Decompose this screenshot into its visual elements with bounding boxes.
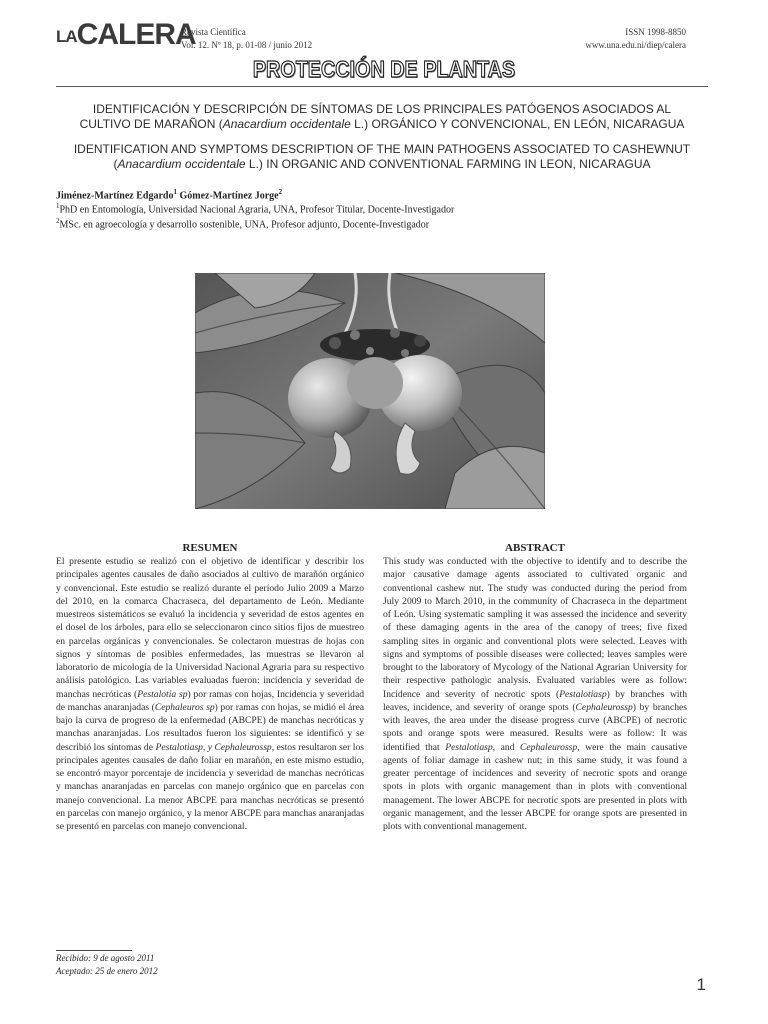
author-1-sup: 1 — [173, 188, 177, 196]
abstract-text-5: , were the main causative agents of foliar damage in cashew nut; in this same study, it was found a greater percentage of incidences and severity of necrotic spots and orange spots in plots with organic management than in plots with conventional management. The lower ABCPE for necrotic spots are presented in plots with organic management, and the lesser ABCPE for orange spots are presented in plots with conventional management. — [383, 741, 687, 832]
title-en-text: ( — [113, 157, 118, 171]
title-en-text-end: L.) IN ORGANIC AND CONVENTIONAL FARMING IN LEON, NICARAGUA — [245, 157, 651, 171]
resumen-body — [56, 555, 364, 833]
footnote-divider — [56, 950, 132, 951]
header-divider — [56, 86, 708, 87]
resumen-text-4: , estos resultaron ser los principales agentes causales de daño foliar en marañón, en este mismo estudio, se encontró mayor porcentaje de incidencia y severidad de manchas necróticas y manchas anaranjadas en parcelas con manejo orgánico que en parcelas con manejo convencional. La menor ABCPE para manchas necróticas se presentó en parcelas con manejo orgánico, y la menor ABCPE para manchas anaranjadas se presentó en parcelas con manejo convencional. — [56, 741, 364, 832]
affiliation-1 — [56, 200, 454, 216]
issn-block — [585, 26, 686, 52]
author-2: Gómez-Martínez Jorge — [176, 190, 279, 202]
title-es-text: CULTIVO DE MARAÑON ( — [79, 117, 223, 131]
title-english — [56, 142, 708, 172]
accepted-date: Aceptado: 25 de enero 2012 — [56, 966, 158, 976]
resumen-species-1: Pestalotia sp — [137, 688, 188, 700]
resumen-species-2: Cephaleuros sp — [154, 701, 215, 713]
abstract-heading: ABSTRACT — [505, 542, 565, 554]
abstract-body — [383, 555, 687, 833]
abstract-species-2: Cephaleurossp — [575, 701, 633, 713]
received-date: Recibido: 9 de agosto 2011 — [56, 953, 155, 963]
cashew-photo-graphic — [195, 273, 545, 509]
affiliation-2 — [56, 215, 429, 231]
title-spanish — [56, 102, 708, 132]
logo-main: CALERA — [76, 18, 196, 51]
resumen-text-1: El presente estudio se realizó con el objetivo de identificar y describir los principales agentes causales de daño asociados al cultivo de marañón orgánico y convencional. Este estudio se realizó durante el período Julio 2009 a Marzo del 2010, en la comarca Chacraseca, del departamento de León. Mediante muestreos sistemáticos se evaluó la incidencia y severidad de estos agentes en el dosel de los árboles, para ello se seleccionaron cinco sitios fijos de muestreo en parcelas orgánicas y convencionales. Se colectaron muestras de hojas con signos y síntomas de posibles enfermedades, las muestras se llevaron al laboratorio de micología de la Universidad Nacional Agraria para su respectivo análisis patológico. Las variables evaluadas fueron: incidencia y severidad de manchas necróticas ( — [56, 556, 364, 700]
title-en-line2 — [56, 157, 708, 172]
resumen-heading: RESUMEN — [182, 542, 238, 554]
title-es-text-end: L.) ORGÁNICO Y CONVENCIONAL, EN LEÓN, NICARAGUA — [350, 117, 685, 131]
aff1-text: PhD en Entomología, Universidad Nacional Agraria, UNA, Profesor Titular, Docente-Investigador — [59, 204, 455, 216]
aff2-text: MSc. en agroecología y desarrollo sostenible, UNA, Profesor adjunto, Docente-Investigador — [59, 219, 430, 231]
section-banner: PROTECCIÓN DE PLANTAS — [252, 56, 516, 82]
abstract-species-1: Pestalotiasp — [559, 688, 607, 700]
author-1: Jiménez-Martínez Edgardo — [56, 190, 174, 202]
title-en-line1: IDENTIFICATION AND SYMPTOMS DESCRIPTION OF THE MAIN PATHOGENS ASSOCIATED TO CASHEWNUT — [73, 142, 691, 156]
logo-prefix: LA — [56, 27, 77, 46]
resumen-species-3: Pestalotiasp, y Cephaleurossp — [155, 741, 272, 753]
abstract-text-2: ) by branches with leaves, incidence, and severity of orange spots ( — [383, 688, 687, 713]
journal-name: Revista Científica — [181, 27, 246, 37]
issn: ISSN 1998-8850 — [625, 27, 686, 37]
title-es-line2 — [56, 117, 708, 132]
title-es-line1: IDENTIFICACIÓN Y DESCRIPCIÓN DE SÍNTOMAS DE LOS PRINCIPALES PATÓGENOS ASOCIADOS AL — [92, 102, 672, 116]
journal-volume: Vol. 12. Nº 18, p. 01-08 / junio 2012 — [181, 40, 313, 50]
abstract-text-1: This study was conducted with the objective to identify and to describe the major causative damage agents associated to cultivated organic and conventional cashew nut. The study was conducted during the period from July 2009 to March 2010, in the community of Chacraseca in the department of León. Using systematic sampling it was assessed the incidence and severity of these damaging agents in the area of the canopy of trees; five fixed sampling sites in organic and conventional plots were selected. Leaves with signs and symptoms of possible diseases were collected; leaves samples were brought to the laboratory of Mycology of the National Agrarian University for their respective pathologic analysis. Evaluated variables were as follow: Incidence and severity of necrotic spots ( — [383, 556, 687, 700]
author-2-sup: 2 — [278, 188, 283, 196]
resumen-text-2: ) por ramas con hojas, Incidencia y severidad de manchas anaranjadas ( — [56, 688, 364, 713]
cashew-photo — [195, 273, 545, 509]
abstract-text-4: , and — [492, 741, 520, 753]
journal-info — [181, 26, 312, 52]
journal-url[interactable]: www.una.edu.ni/diep/calera — [585, 40, 686, 50]
aff2-sup: 2 — [56, 217, 60, 225]
aff1-sup: 1 — [56, 202, 60, 210]
journal-logo — [56, 18, 196, 52]
title-es-species: Anacardium occidentale — [222, 117, 351, 131]
abstract-species-3: Pestalotiasp — [445, 741, 493, 753]
abstract-species-4: Cephaleurossp — [520, 741, 578, 753]
title-en-species: Anacardium occidentale — [117, 157, 246, 171]
resumen-text-3: ) por ramas con hojas, se midió el área bajo la curva de progreso de la enfermedad (ABCPE) de manchas necróticas y manchas anaranjadas. Los resultados fueron los siguientes: se identificó y se describió los síntomas de — [56, 701, 364, 753]
abstract-text-3: ) by branches with leaves, the area under the disease progress curve (ABCPE) of necrotic spots and orange spots were measured. Results were as follow: It was identified that — [383, 701, 687, 753]
page-number: 1 — [696, 975, 706, 994]
